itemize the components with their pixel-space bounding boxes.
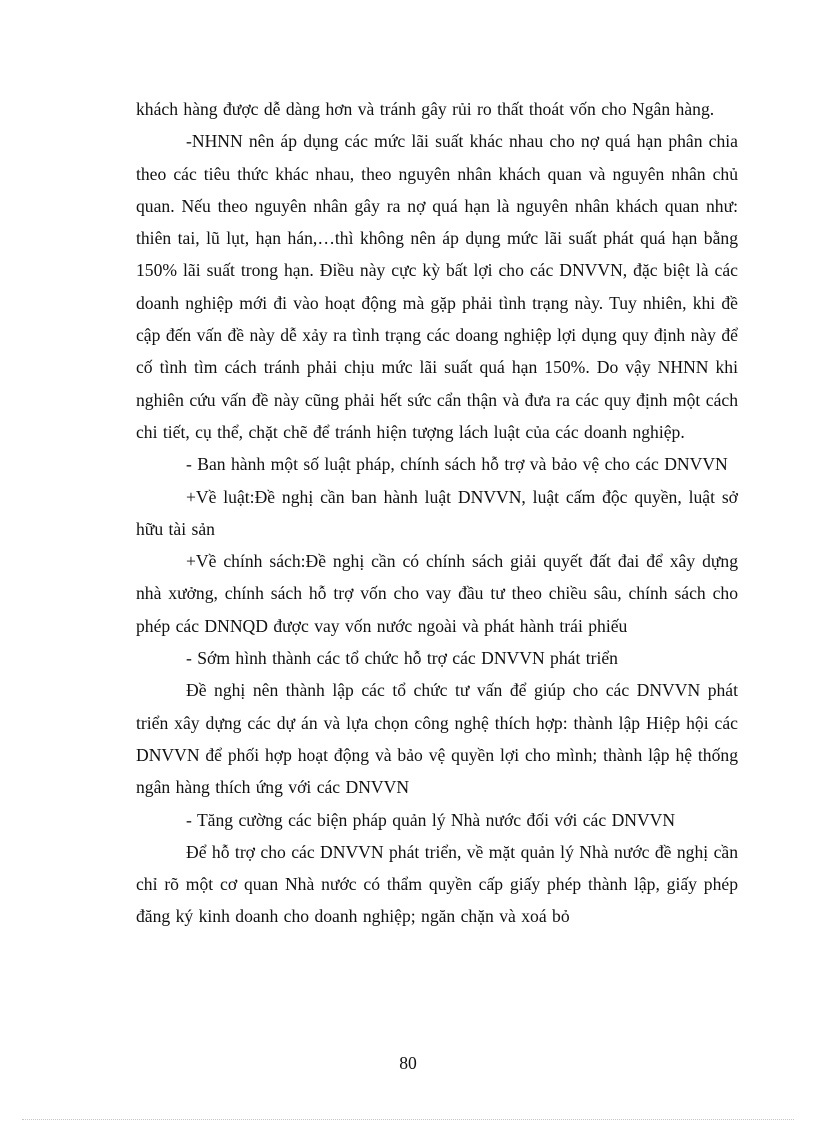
paragraph-support-org-heading: - Sớm hình thành các tổ chức hỗ trợ các DNVVN phát triển bbox=[186, 648, 618, 669]
paragraph-nhnn-interest-rates: -NHNN nên áp dụng các mức lãi suất khác nhau cho nợ quá hạn phân chia theo các tiêu thức khác nhau, theo nguyên nhân khách quan và nguyên nhân chủ quan. Nếu theo nguyên nhân gây ra nợ quá hạn là nguyên nhân khách quan như: thiên tai, lũ lụt, hạn hán,…thì không nên áp dụng mức lãi suất phát quá hạn bằng 150% lãi suất trong hạn. Điều này cực kỳ bất lợi cho các DNVVN, đặc biệt là các doanh nghiệp mới đi vào hoạt động mà gặp phải tình trạng này. Tuy nhiên, khi đề cập đến vấn đề này dễ xảy ra tình trạng các doang nghiệp lợi dụng quy định này để cố tình tìm cách tránh phải chịu mức lãi suất quá hạn 150%. Do vậy NHNN khi nghiên cứu vấn đề này cũng phải hết sức cẩn thận và đưa ra các quy định một cách chi tiết, cụ thể, chặt chẽ để tránh hiện tượng lách luật của các doanh nghiệp. bbox=[136, 131, 738, 442]
paragraph-law-proposal: +Về luật:Đề nghị cần ban hành luật DNVVN, luật cấm độc quyền, luật sở hữu tài sản bbox=[136, 486, 738, 539]
paragraph-policy-proposal: +Về chính sách:Đề nghị cần có chính sách giải quyết đất đai để xây dựng nhà xưởng, chính sách hỗ trợ vốn cho vay đầu tư theo chiều sâu, chính sách cho phép các DNNQD được vay vốn nước ngoài và phát hành trái phiếu bbox=[136, 551, 738, 636]
paragraph-consulting-orgs: Đề nghị nên thành lập các tổ chức tư vấn để giúp cho các DNVVN phát triển xây dựng các dự án và lựa chọn công nghệ thích hợp: thành lập Hiệp hội các DNVVN để phối hợp hoạt động và bảo vệ quyền lợi cho mình; thành lập hệ thống ngân hàng thích ứng với các DNVVN bbox=[136, 680, 738, 798]
paragraph-continuation: khách hàng được dễ dàng hơn và tránh gây rủi ro thất thoát vốn cho Ngân hàng. bbox=[136, 99, 715, 119]
page-number: 80 bbox=[399, 1053, 417, 1073]
paragraph-legal-policy-heading: - Ban hành một số luật pháp, chính sách hỗ trợ và bảo vệ cho các DNVVN bbox=[186, 454, 728, 475]
body-text bbox=[136, 93, 738, 933]
page-bottom-divider bbox=[22, 1119, 794, 1120]
paragraph-state-management: Để hỗ trợ cho các DNVVN phát triển, về mặt quản lý Nhà nước đề nghị cần chỉ rõ một cơ quan Nhà nước có thẩm quyền cấp giấy phép thành lập, giấy phép đăng ký kinh doanh cho doanh nghiệp; ngăn chặn và xoá bỏ bbox=[136, 841, 738, 927]
paragraph-state-management-heading: - Tăng cường các biện pháp quản lý Nhà nước đối với các DNVVN bbox=[186, 809, 676, 830]
